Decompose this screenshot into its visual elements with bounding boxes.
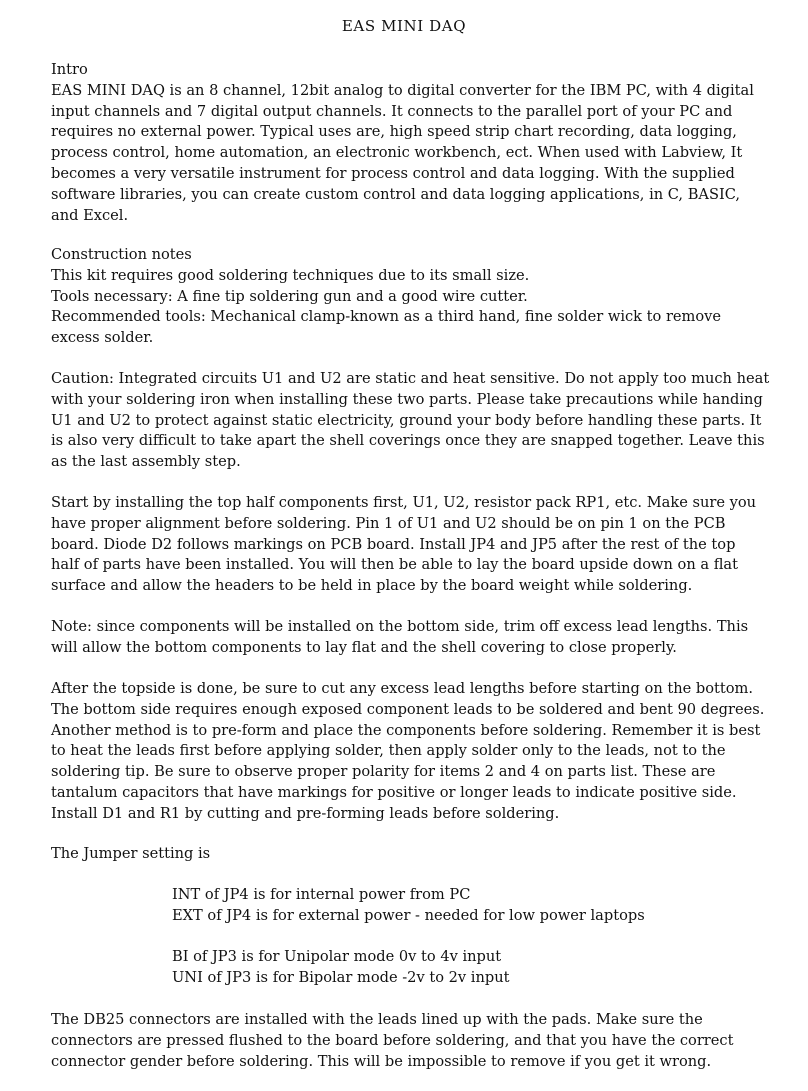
caution-line: U1 and U2 to protect against static electricity, ground your body before handling these parts. It <box>51 411 762 429</box>
jumper-section <box>51 844 761 865</box>
db25-line: The DB25 connectors are installed with the leads lined up with the pads. Make sure the <box>51 1011 703 1028</box>
topside-line: Another method is to pre-form and place the components before soldering. Remember it is best <box>51 721 761 739</box>
start-line: have proper alignment before soldering. Pin 1 of U1 and U2 should be on pin 1 on the PCB <box>51 514 726 532</box>
topside-line: tantalum capacitors that have markings for positive or longer leads to indicate positive side. <box>51 783 737 801</box>
intro-line: EAS MINI DAQ is an 8 channel, 12bit analog to digital converter for the IBM PC, with 4 digital <box>51 81 754 99</box>
note-line: will allow the bottom components to lay flat and the shell covering to close properly. <box>51 638 677 656</box>
intro-line: requires no external power. Typical uses are, high speed strip chart recording, data logging, <box>51 123 737 141</box>
intro-section <box>51 60 761 226</box>
start-line: board. Diode D2 follows markings on PCB board. Install JP4 and JP5 after the rest of the top <box>51 535 736 553</box>
topside-line: Install D1 and R1 by cutting and pre-forming leads before soldering. <box>51 804 560 822</box>
db25-section <box>51 1010 761 1072</box>
construction-heading: Construction notes <box>51 246 192 263</box>
construction-line: Recommended tools: Mechanical clamp-known as a third hand, fine solder wick to remove <box>51 308 722 326</box>
caution-section <box>51 369 770 473</box>
start-line: surface and allow the headers to be held in place by the board weight while soldering. <box>51 577 693 595</box>
db25-line: connector gender before soldering. This will be impossible to remove if you get it wrong. <box>51 1052 712 1070</box>
db25-line: connectors are pressed flushed to the board before soldering, and that you have the correct <box>51 1031 734 1049</box>
topside-line: After the topside is done, be sure to cut any excess lead lengths before starting on the bottom. <box>51 680 754 697</box>
jumper-jp3-setting: BI of JP3 is for Unipolar mode 0v to 4v input <box>172 948 502 965</box>
jumper-intro: The Jumper setting is <box>51 845 211 862</box>
topside-line: The bottom side requires enough exposed component leads to be soldered and bent 90 degrees. <box>51 700 765 718</box>
start-section <box>51 493 761 597</box>
start-line: half of parts have been installed. You will then be able to lay the board upside down on a flat <box>51 556 738 574</box>
jumper-jp4-list <box>172 885 732 927</box>
note-line: Note: since components will be installed on the bottom side, trim off excess lead lengths. This <box>51 618 749 635</box>
document-title: EAS MINI DAQ <box>341 17 467 35</box>
jumper-jp3-list <box>172 947 732 989</box>
topside-line: to heat the leads first before applying solder, then apply solder only to the leads, not to the <box>51 742 726 760</box>
jumper-jp3-setting: UNI of JP3 is for Bipolar mode -2v to 2v input <box>172 968 510 986</box>
jumper-jp4-setting: INT of JP4 is for internal power from PC <box>172 886 471 903</box>
jumper-jp4-setting: EXT of JP4 is for external power - needed for low power laptops <box>172 906 645 924</box>
intro-line: becomes a very versatile instrument for process control and data logging. With the supplied <box>51 164 735 182</box>
intro-line: input channels and 7 digital output channels. It connects to the parallel port of your PC and <box>51 102 733 120</box>
construction-line: excess solder. <box>51 329 154 347</box>
caution-line: is also very difficult to take apart the shell coverings once they are snapped together. Leave this <box>51 432 765 450</box>
construction-line: Tools necessary: A fine tip soldering gun and a good wire cutter. <box>51 287 528 305</box>
caution-line: as the last assembly step. <box>51 453 241 471</box>
start-line: Start by installing the top half components first, U1, U2, resistor pack RP1, etc. Make sure you <box>51 494 757 511</box>
intro-heading: Intro <box>51 61 88 78</box>
topside-section <box>51 679 765 825</box>
construction-line: This kit requires good soldering techniques due to its small size. <box>51 266 530 284</box>
note-section <box>51 617 761 659</box>
caution-line: Caution: Integrated circuits U1 and U2 are static and heat sensitive. Do not apply too much heat <box>51 370 770 387</box>
intro-line: process control, home automation, an electronic workbench, ect. When used with Labview, It <box>51 144 743 162</box>
caution-line: with your soldering iron when installing these two parts. Please take precautions while handing <box>51 390 763 408</box>
intro-line: and Excel. <box>51 206 129 224</box>
construction-section <box>51 245 761 349</box>
topside-line: soldering tip. Be sure to observe proper polarity for items 2 and 4 on parts list. These are <box>51 763 716 781</box>
intro-line: software libraries, you can create custom control and data logging applications, in C, BASIC, <box>51 185 741 203</box>
